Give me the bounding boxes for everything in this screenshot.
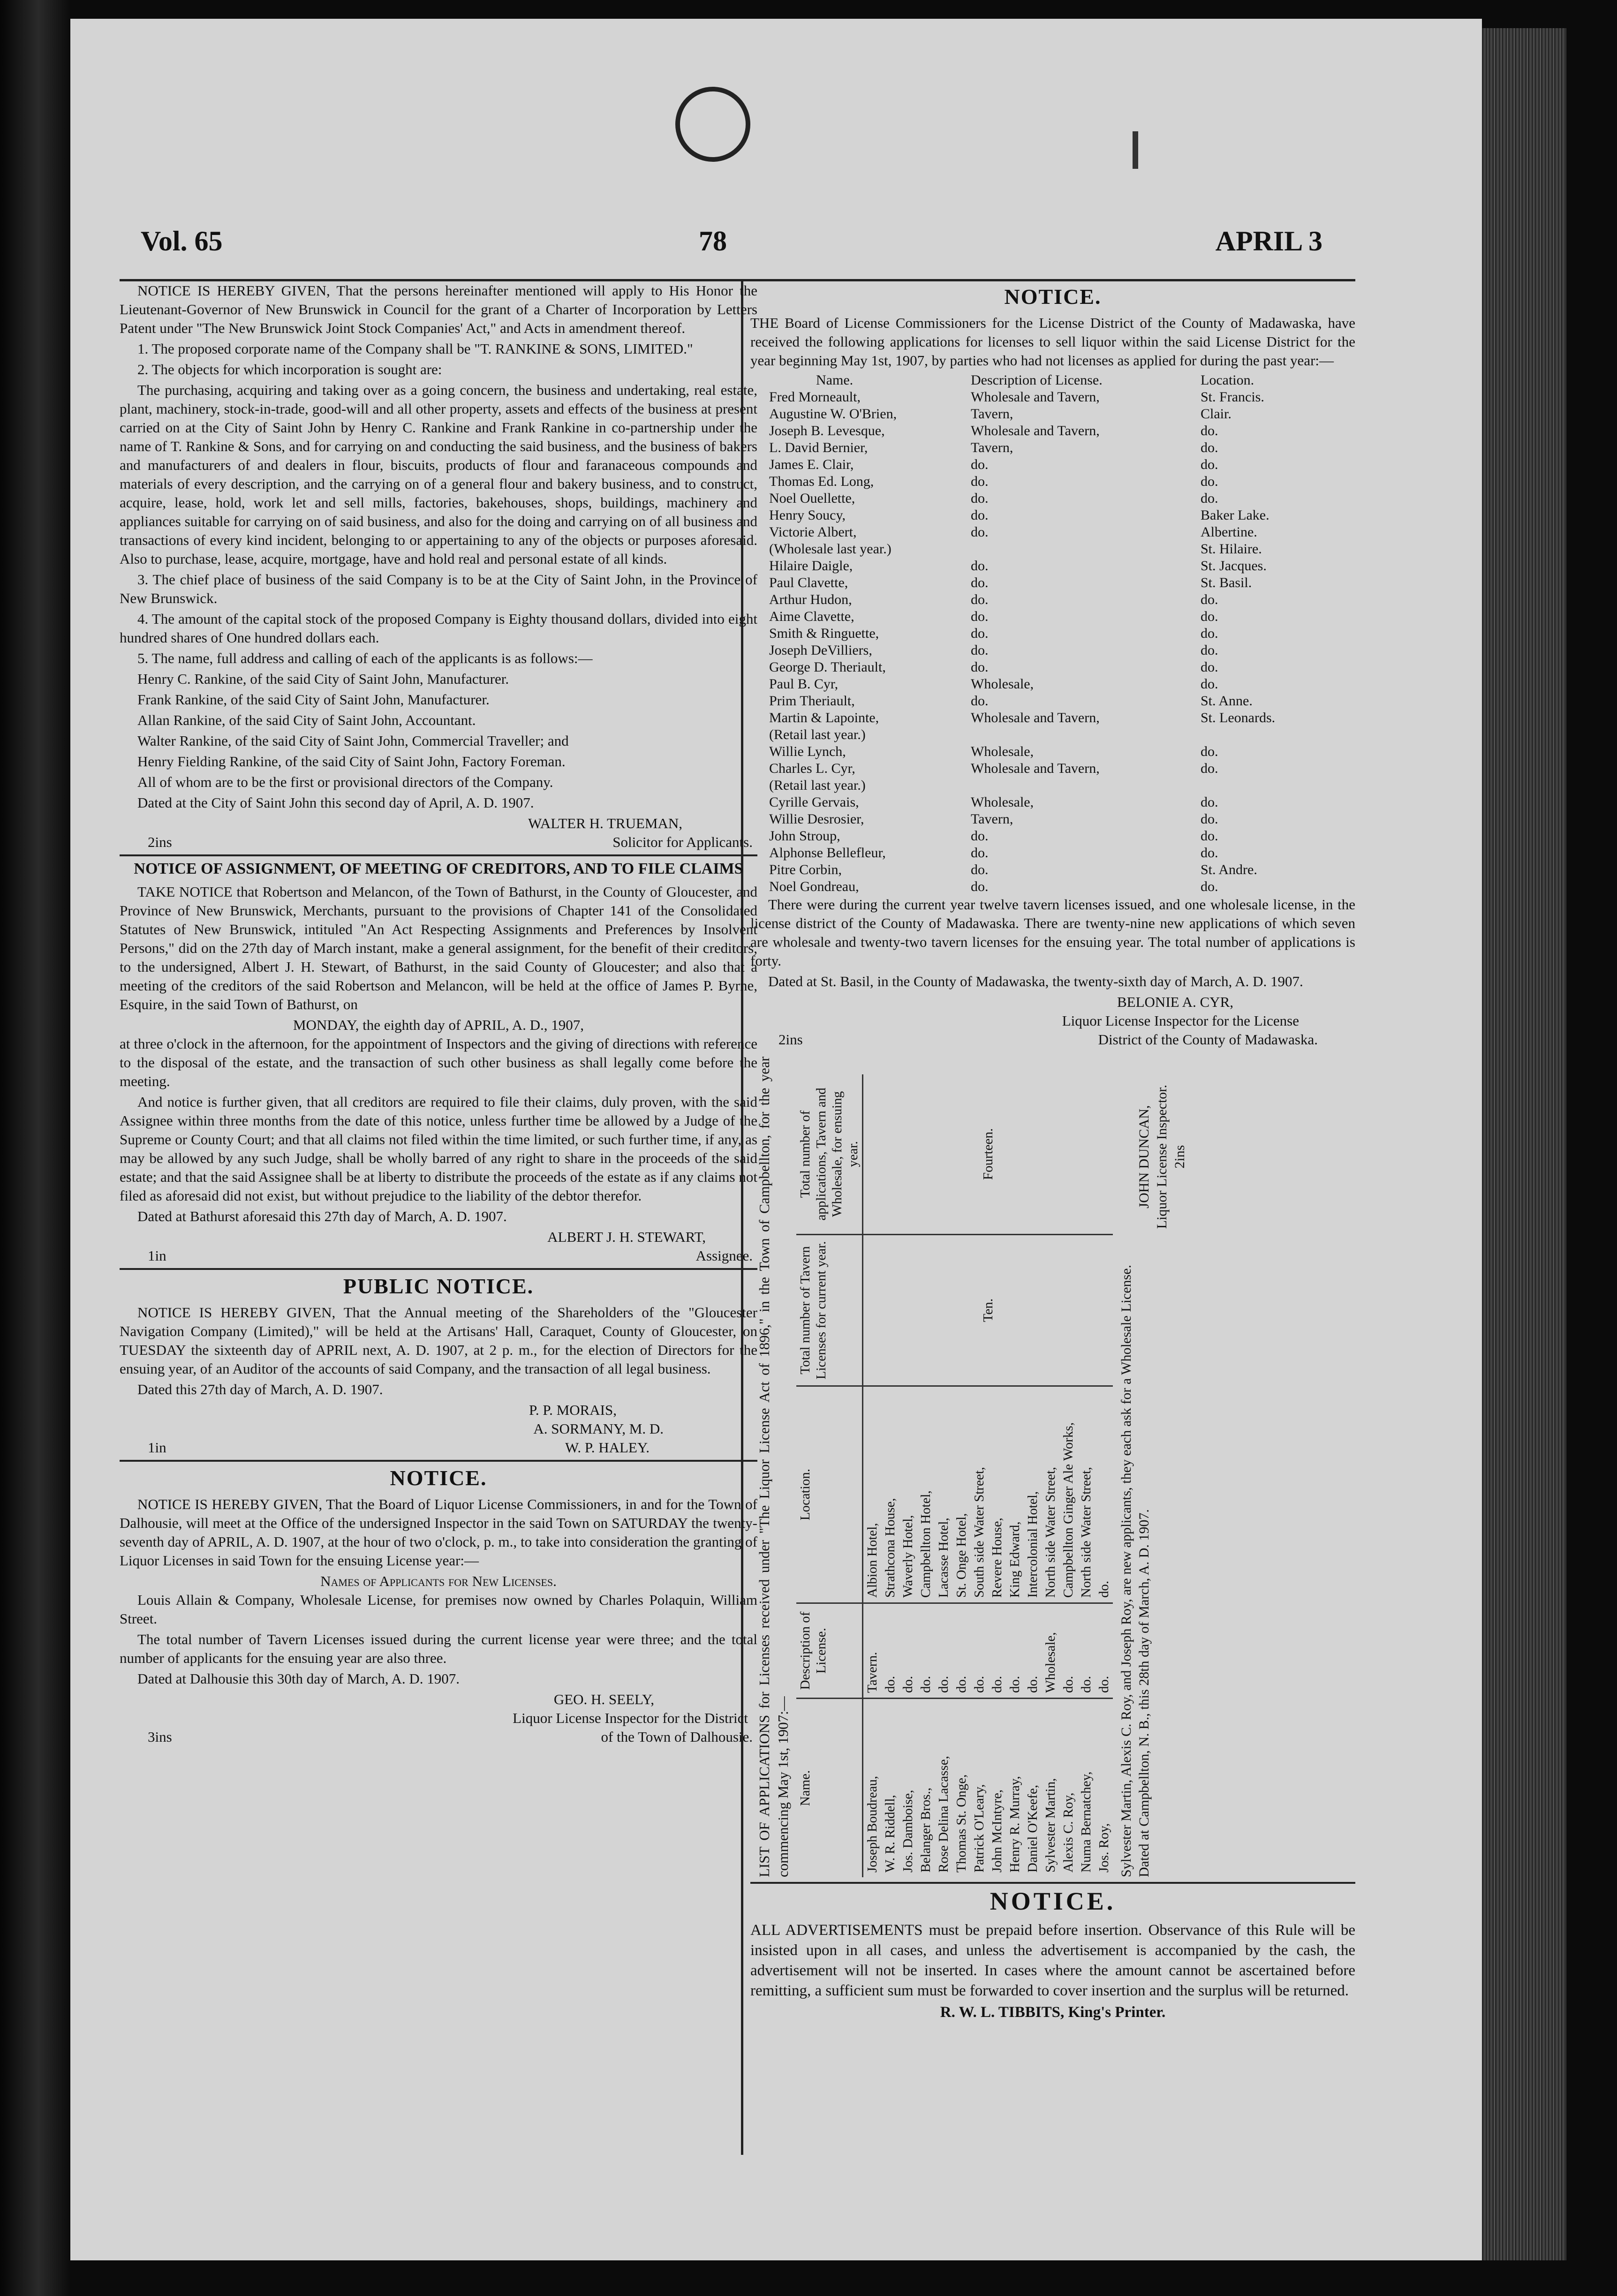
signer-title: Liquor License Inspector.: [1154, 1085, 1170, 1229]
section-rule: [120, 854, 757, 856]
license-location: do.: [1201, 828, 1218, 844]
license-location: do.: [1201, 676, 1218, 692]
license-description: do.: [971, 845, 989, 861]
license-description: do.: [971, 457, 989, 472]
applicant-name: Sylvester Martin,: [1043, 1778, 1058, 1873]
madawaska-dated: Dated at St. Basil, in the County of Madawaska, the twenty-sixth day of March, A. D. 1907.: [768, 973, 1303, 989]
license-description: do.: [899, 1603, 917, 1699]
license-location: do.: [1201, 794, 1218, 810]
campbellton-license-table: [796, 1074, 1113, 1877]
license-description: Wholesale and Tavern,: [971, 423, 1100, 438]
meeting-day: MONDAY, the eighth day of APRIL, A. D., 1907,: [293, 1017, 584, 1033]
license-description: Wholesale,: [1042, 1603, 1059, 1699]
license-description: do.: [1059, 1603, 1077, 1699]
incorporation-signer: WALTER H. TRUEMAN,: [528, 815, 682, 831]
license-location: do.: [1201, 845, 1218, 861]
ink-stroke-mark: [1133, 131, 1138, 169]
assignment-signature: [120, 1246, 757, 1265]
license-location: do.: [1201, 626, 1218, 641]
signer-title: Assignee.: [695, 1247, 753, 1264]
public-notice: [120, 1274, 757, 1457]
applicant-name: Henry Soucy,: [769, 507, 846, 523]
campbellton-title: LIST OF APPLICATIONS for Licenses received under "The Liquor License Act of 1896," in the Town of Campbellton, for the year commencing May 1st, 1907:—: [756, 1057, 791, 1877]
license-location: do.: [1201, 609, 1218, 624]
license-location: do.: [1201, 474, 1218, 489]
applicant-name: Thomas Ed. Long,: [769, 474, 874, 489]
facing-page-edge: [0, 0, 70, 2296]
license-description: [971, 541, 1191, 558]
column-header-current-total: Total number of Tavern Licenses for current year.: [796, 1235, 863, 1386]
right-column: [750, 279, 1355, 2022]
campbellton-signer-block: [1135, 1057, 1189, 1229]
column-header-description: Description of License.: [796, 1603, 863, 1699]
advertisements-text: ALL ADVERTISEMENTS must be prepaid before insertion. Observance of this Rule will be insisted upon in all cases, and unless the advertisement is accompanied by the cash, the advertisement will not be inserted. In cases where the amount cannot be ascertained before remitting, a sufficient sum must be forwarded to cover insertion and the surplus will be returned.: [750, 1922, 1355, 1999]
applicant-line: Henry Fielding Rankine, of the said City of Saint John, Factory Foreman.: [137, 753, 566, 770]
insertion-count: 2ins: [778, 1031, 803, 1048]
license-location: do.: [1201, 642, 1218, 658]
license-description: do.: [971, 592, 989, 607]
applicant-name: Numa Bernatchey,: [1079, 1771, 1094, 1873]
incorporation-item-1: 1. The proposed corporate name of the Company shall be "T. RANKINE & SONS, LIMITED.": [137, 340, 693, 357]
license-description: do.: [971, 575, 989, 590]
column-header-location: Location.: [1201, 372, 1254, 388]
incorporation-objects: The purchasing, acquiring and taking over as a going concern, the business and undertaking, real estate, plant, machinery, stock-in-trade, good-will and all other property, assets and effects of the business at present carried on at the City of Saint John by Henry C. Rankine and Frank Rankine in co-partnership under the name of T. Rankine & Sons, and for carrying on and conducting the said business, and the business of bakers and manufacturers of and dealers in flour, biscuits, products of flour and faranaceous compounds and materials of every description, and the carrying on of a general flour and bakery business, and to construct, acquire, lease, hold, work let and sell mills, factories, bakehouses, shops, buildings, machinery and appliances suitable for carrying on of said business, and also for the doing and carrying on of all business and transactions of every kind incident, belonging to or appertaining to any of the objects or purposes aforesaid. Also to purchase, lease, acquire, mortgage, have and hold real and personal estate of all kinds.: [120, 382, 757, 567]
campbellton-signer: JOHN DUNCAN,: [1136, 1105, 1152, 1208]
applicant-name: John McIntyre,: [990, 1789, 1005, 1873]
license-location: do.: [1201, 423, 1218, 438]
incorporation-dated: Dated at the City of Saint John this second day of April, A. D. 1907.: [137, 794, 534, 811]
license-location: [1191, 726, 1355, 743]
license-location: do.: [1201, 761, 1218, 776]
license-description: do.: [988, 1603, 1006, 1699]
license-location: St. Onge Hotel,: [952, 1386, 970, 1603]
applicant-name: James E. Clair,: [769, 457, 854, 472]
public-notice-signature: [120, 1438, 757, 1457]
license-description: Wholesale and Tavern,: [971, 761, 1100, 776]
insertion-count: 2ins: [1172, 1145, 1187, 1169]
table-row: [750, 642, 1355, 659]
table-row: [750, 473, 1355, 490]
license-location: South side Water Street,: [970, 1386, 988, 1603]
license-description: Wholesale,: [971, 744, 1034, 759]
license-description: [971, 726, 1191, 743]
current-total: Ten.: [863, 1235, 1113, 1386]
license-location: St. Francis.: [1201, 389, 1264, 405]
license-description: do.: [971, 524, 989, 540]
incorporation-signature: [120, 833, 757, 852]
dalhousie-notice: [120, 1465, 757, 1746]
table-row: [750, 878, 1355, 895]
section-rule: [120, 1460, 757, 1462]
advertisements-heading: NOTICE.: [990, 1887, 1116, 1915]
license-location: St. Hilaire.: [1201, 541, 1262, 557]
applicant-name: W. R. Riddell,: [883, 1795, 898, 1873]
section-rule: [120, 1268, 757, 1270]
column-header-location: Location.: [796, 1386, 863, 1603]
table-row: [750, 524, 1355, 541]
campbellton-footer: [1113, 1052, 1194, 1882]
applicant-line: Walter Rankine, of the said City of Saint John, Commercial Traveller; and: [137, 733, 569, 749]
kings-printer-signature: R. W. L. TIBBITS, King's Printer.: [940, 2004, 1166, 2021]
applicant-name: L. David Bernier,: [769, 440, 868, 455]
signer-title: of the Town of Dalhousie.: [601, 1729, 753, 1745]
license-location: Campbellton Hotel,: [917, 1386, 935, 1603]
applicant-name: Alphonse Bellefleur,: [769, 845, 886, 861]
license-description: do.: [971, 558, 989, 574]
incorporation-intro: NOTICE IS HEREBY GIVEN, That the persons hereinafter mentioned will apply to His Honor the Lieutenant-Governor of New Brunswick in Council for the grant of a Charter of Incorporation by Letters Patent under "The New Brunswick Joint Stock Companies' Act," and Acts in amendment thereof.: [120, 282, 757, 336]
table-row: [750, 676, 1355, 693]
license-description: do.: [1077, 1603, 1095, 1699]
license-location: Waverly Hotel,: [899, 1386, 917, 1603]
license-description: do.: [971, 879, 989, 894]
table-row: [750, 794, 1355, 811]
ensuing-total: Fourteen.: [863, 1074, 1113, 1235]
dalhousie-applicant: Louis Allain & Company, Wholesale License, for premises now owned by Charles Polaquin, William Street.: [120, 1592, 757, 1627]
incorporation-closing: All of whom are to be the first or provisional directors of the Company.: [137, 774, 553, 790]
license-description: do.: [1006, 1603, 1024, 1699]
license-description: do.: [917, 1603, 935, 1699]
dalhousie-dated: Dated at Dalhousie this 30th day of March, A. D. 1907.: [137, 1670, 460, 1687]
public-notice-signer: P. P. MORAIS,: [529, 1402, 617, 1418]
dalhousie-paragraph: NOTICE IS HEREBY GIVEN, That the Board of Liquor License Commissioners, in and for the Town of Dalhousie, will meet at the Office of the undersigned Inspector in the said Town on SATURDAY the twenty-seventh day of APRIL, A. D. 1907, at the hour of two o'clock, p. m., to take into consideration the granting of Liquor Licenses in said Town for the ensuing License year:—: [120, 1496, 757, 1569]
table-row: [750, 811, 1355, 828]
table-row: [750, 406, 1355, 423]
campbellton-table-body: [863, 1074, 1113, 1877]
page-number: 78: [699, 226, 727, 257]
license-location: Campbellton Ginger Ale Works,: [1059, 1386, 1077, 1603]
applicant-name: Jos. Roy,: [1096, 1823, 1111, 1873]
assignment-signer: ALBERT J. H. STEWART,: [547, 1229, 706, 1245]
license-description: do.: [971, 642, 989, 658]
applicant-name: Joseph B. Levesque,: [769, 423, 885, 438]
campbellton-signature: [1135, 1057, 1189, 1877]
applicant-name: Joseph DeVilliers,: [769, 642, 872, 658]
license-description: do.: [935, 1603, 952, 1699]
license-location: St. Andre.: [1201, 862, 1257, 877]
license-location: Revere House,: [988, 1386, 1006, 1603]
license-location: Baker Lake.: [1201, 507, 1269, 523]
license-description: do.: [971, 659, 989, 675]
license-location: King Edward,: [1006, 1386, 1024, 1603]
applicant-name: (Wholesale last year.): [769, 541, 892, 557]
license-description: do.: [952, 1603, 970, 1699]
applicant-name: Arthur Hudon,: [769, 592, 852, 607]
madawaska-signature: [750, 1030, 1355, 1049]
assignment-paragraph: And notice is further given, that all creditors are required to file their claims, duly proven, with the said Assignee within three months from the date of this notice, unless further time be allowed by a Judge of the Supreme or County Court; and that all claims not filed within the time limited, or such further time, if any, as may be allowed by any such Judge, shall be wholly barred of any right to share in the proceeds of the said estate; and that the said Assignee shall be at liberty to distribute the proceeds of the estate as if any claims not filed as aforesaid did not exist, but without prejudice to the liability of the debtor therefor.: [120, 1094, 757, 1204]
license-location: Intercolonial Hotel,: [1024, 1386, 1042, 1603]
license-location: Clair.: [1201, 406, 1232, 422]
madawaska-table-body: [750, 389, 1355, 895]
license-location: Strathcona House,: [881, 1386, 899, 1603]
applicant-name: Noel Gondreau,: [769, 879, 859, 894]
column-header-name: Name.: [796, 1699, 863, 1878]
table-row: [750, 439, 1355, 456]
table-row: [750, 456, 1355, 473]
signer-title: Liquor License Inspector for the License: [1062, 1012, 1299, 1029]
table-row: [750, 777, 1355, 794]
license-description: Wholesale and Tavern,: [971, 710, 1100, 725]
license-description: Tavern,: [971, 440, 1013, 455]
license-location: North side Water Street,: [1042, 1386, 1059, 1603]
applicant-name: Victorie Albert,: [769, 524, 857, 540]
applicant-name: Daniel O'Keefe,: [1025, 1784, 1040, 1873]
table-row: [750, 423, 1355, 439]
applicant-name: Rose Delina Lacasse,: [936, 1756, 951, 1873]
license-location: Lacasse Hotel,: [935, 1386, 952, 1603]
license-location: do.: [1201, 440, 1218, 455]
insertion-count: 1in: [148, 1439, 166, 1456]
license-description: do.: [971, 828, 989, 844]
applicant-name: John Stroup,: [769, 828, 840, 844]
applicant-name: Pitre Corbin,: [769, 862, 842, 877]
license-location: [1191, 777, 1355, 794]
advertisements-notice: [750, 1887, 1355, 2022]
applicant-name: Belanger Bros.,: [918, 1787, 933, 1873]
license-description: do.: [1095, 1603, 1113, 1699]
applicant-name: Jos. Damboise,: [900, 1790, 915, 1873]
license-description: [971, 777, 1191, 794]
table-row: [750, 743, 1355, 760]
table-row: [750, 591, 1355, 608]
madawaska-license-table: [750, 372, 1355, 895]
applicant-name: Martin & Lapointe,: [769, 710, 879, 725]
applicant-name: Thomas St. Onge,: [954, 1774, 969, 1873]
applicant-name: Noel Ouellette,: [769, 491, 855, 506]
table-row: [750, 760, 1355, 777]
public-notice-signer: A. SORMANY, M. D.: [533, 1420, 664, 1437]
license-location: do.: [1095, 1386, 1113, 1603]
dalhousie-paragraph: The total number of Tavern Licenses issued during the current license year were three; and the total number of applicants for the ensuing year are also three.: [120, 1631, 757, 1666]
table-row: [750, 574, 1355, 591]
signer-title: Liquor License Inspector for the District: [513, 1710, 748, 1726]
table-header-row: [750, 372, 1355, 389]
license-location: do.: [1201, 457, 1218, 472]
insertion-count: 3ins: [148, 1729, 172, 1745]
license-location: Albertine.: [1201, 524, 1257, 540]
applicant-name: Paul B. Cyr,: [769, 676, 839, 692]
applicant-line: Henry C. Rankine, of the said City of Saint John, Manufacturer.: [137, 671, 509, 687]
campbellton-notice: [750, 1052, 1355, 1884]
license-description: Wholesale and Tavern,: [971, 389, 1100, 405]
applicant-name: Prim Theriault,: [769, 693, 855, 709]
table-row: [750, 625, 1355, 642]
license-location: North side Water Street,: [1077, 1386, 1095, 1603]
assignment-dated: Dated at Bathurst aforesaid this 27th day of March, A. D. 1907.: [137, 1208, 507, 1224]
madawaska-heading: NOTICE.: [1004, 285, 1102, 309]
license-description: Wholesale,: [971, 676, 1034, 692]
column-header-description: Description of License.: [971, 372, 1103, 388]
table-row: [750, 861, 1355, 878]
incorporation-item-2: 2. The objects for which incorporation is sought are:: [137, 361, 442, 378]
table-row: [750, 726, 1355, 743]
rotated-campbellton-table-block: [750, 1052, 1355, 1882]
incorporation-item-4: 4. The amount of the capital stock of the proposed Company is Eighty thousand dollars, divided into eight hundred shares of One hundred dollars each.: [120, 611, 757, 646]
madawaska-notice: [750, 284, 1355, 1049]
applicant-name: Augustine W. O'Brien,: [769, 406, 897, 422]
license-location: do.: [1201, 811, 1218, 827]
assignment-notice: [120, 860, 757, 1265]
applicant-name: Charles L. Cyr,: [769, 761, 855, 776]
license-location: Albion Hotel,: [863, 1386, 882, 1603]
incorporation-notice: [120, 281, 757, 852]
table-row: [750, 828, 1355, 845]
applicant-name: George D. Theriault,: [769, 659, 886, 675]
applicant-name: Paul Clavette,: [769, 575, 848, 590]
table-row: [750, 693, 1355, 710]
dalhousie-signer: GEO. H. SEELY,: [553, 1691, 654, 1707]
madawaska-intro: THE Board of License Commissioners for the License District of the County of Madawaska, have received the following applications for licenses to sell liquor within the said License District for the year beginning May 1st, 1907, by parties who had not licenses as applied for during the past year:—: [750, 315, 1355, 369]
table-row: [750, 490, 1355, 507]
table-row: [750, 659, 1355, 676]
applicant-name: Smith & Ringuette,: [769, 626, 879, 641]
applicant-line: Frank Rankine, of the said City of Saint John, Manufacturer.: [137, 691, 490, 708]
incorporation-item-3: 3. The chief place of business of the said Company is to be at the City of Saint John, in the Province of New Brunswick.: [120, 571, 757, 606]
page-header: [141, 225, 1322, 272]
table-row: [863, 1074, 882, 1877]
license-description: Tavern,: [971, 406, 1013, 422]
assignment-heading: NOTICE OF ASSIGNMENT, OF MEETING OF CREDITORS, AND TO FILE CLAIMS: [134, 860, 743, 877]
license-description: do.: [971, 609, 989, 624]
applicant-name: Willie Desrosier,: [769, 811, 864, 827]
table-row: [750, 608, 1355, 625]
license-description: Tavern,: [971, 811, 1013, 827]
assignment-paragraph: TAKE NOTICE that Robertson and Melancon, of the Town of Bathurst, in the County of Gloucester, and Province of New Brunswick, Merchants, pursuant to the provisions of Chapter 141 of the Consolidated Statutes of New Brunswick, intituled "An Act Respecting Assignments and Preferences by Insolvent Persons," did on the 27th day of March instant, make a general assignment, for the benefit of their creditors, to the undersigned, Albert J. H. Stewart, of Bathurst, in the said County of Gloucester; and also that a meeting of the creditors of the said Robertson and Melancon, will be held at the office of James P. Byrne, Esquire, in the said Town of Bathurst, on: [120, 884, 757, 1012]
license-location: do.: [1201, 491, 1218, 506]
campbellton-note: Sylvester Martin, Alexis C. Roy, and Joseph Roy, are new applicants, they each ask for a Wholesale License.: [1118, 1264, 1134, 1877]
license-description: do.: [1024, 1603, 1042, 1699]
applicant-line: Allan Rankine, of the said City of Saint John, Accountant.: [137, 712, 476, 728]
campbellton-dated: Dated at Campbellton, N. B., this 28th day of March, A. D. 1907.: [1136, 1509, 1152, 1877]
ink-blot-mark: [675, 87, 750, 162]
table-header-row: [796, 1074, 863, 1877]
table-row: [750, 541, 1355, 558]
dalhousie-subheading: Names of Applicants for New Licenses.: [320, 1573, 557, 1589]
table-row: [750, 710, 1355, 726]
madawaska-signer: BELONIE A. CYR,: [1117, 994, 1233, 1010]
public-notice-dated: Dated this 27th day of March, A. D. 1907.: [137, 1381, 383, 1397]
license-description: do.: [971, 474, 989, 489]
license-description: do.: [970, 1603, 988, 1699]
applicant-name: Joseph Boudreau,: [865, 1775, 880, 1873]
license-location: St. Jacques.: [1201, 558, 1267, 574]
license-description: do.: [971, 862, 989, 877]
license-location: do.: [1201, 879, 1218, 894]
assignment-paragraph: at three o'clock in the afternoon, for the appointment of Inspectors and the giving of directions with reference to the disposal of the estate, and the transaction of such other business as shall legally come before the meeting.: [120, 1035, 757, 1089]
issue-date: APRIL 3: [1215, 226, 1322, 257]
table-row: [750, 389, 1355, 406]
license-location: St. Leonards.: [1201, 710, 1276, 725]
insertion-count: 2ins: [148, 834, 172, 850]
applicant-name: Willie Lynch,: [769, 744, 846, 759]
applicant-name: Hilaire Daigle,: [769, 558, 853, 574]
table-row: [750, 558, 1355, 574]
license-description: do.: [971, 507, 989, 523]
applicant-name: (Retail last year.): [769, 727, 866, 742]
license-location: do.: [1201, 659, 1218, 675]
signer-title: Solicitor for Applicants.: [612, 834, 753, 850]
license-description: Wholesale,: [971, 794, 1034, 810]
column-header-ensuing-total: Total number of applications, Tavern and Wholesale, for ensuing year.: [796, 1074, 863, 1235]
table-row: [750, 507, 1355, 524]
volume-label: Vol. 65: [141, 226, 223, 257]
column-header-name: Name.: [816, 372, 854, 388]
license-description: Tavern.: [863, 1603, 882, 1699]
madawaska-summary: There were during the current year twelve tavern licenses issued, and one wholesale license, in the license district of the County of Madawaska. There are twenty-nine new applications of which seven are wholesale and twenty-two tavern licenses for the ensuing year. The total number of applications is forty.: [750, 896, 1355, 969]
license-description: do.: [971, 693, 989, 709]
applicant-name: Fred Morneault,: [769, 389, 861, 405]
license-location: St. Basil.: [1201, 575, 1252, 590]
signer-title: District of the County of Madawaska.: [1098, 1031, 1318, 1048]
license-location: do.: [1201, 592, 1218, 607]
license-description: do.: [971, 491, 989, 506]
incorporation-item-5: 5. The name, full address and calling of each of the applicants is as follows:—: [137, 650, 593, 666]
dalhousie-heading: NOTICE.: [390, 1466, 487, 1490]
applicant-name: (Retail last year.): [769, 778, 866, 793]
license-description: do.: [881, 1603, 899, 1699]
book-page-edges: [1482, 28, 1566, 2260]
license-location: St. Anne.: [1201, 693, 1253, 709]
applicant-name: Aime Clavette,: [769, 609, 854, 624]
applicant-name: Alexis C. Roy,: [1061, 1792, 1076, 1873]
license-description: do.: [971, 626, 989, 641]
dalhousie-signature: [120, 1728, 757, 1746]
license-location: do.: [1201, 744, 1218, 759]
table-row: [750, 845, 1355, 861]
left-column: [120, 279, 757, 1746]
insertion-count: 1in: [148, 1247, 166, 1264]
applicant-name: Patrick O'Leary,: [972, 1784, 987, 1873]
public-notice-heading: PUBLIC NOTICE.: [343, 1274, 534, 1298]
applicant-name: Henry R. Murray,: [1007, 1776, 1022, 1873]
applicant-name: Cyrille Gervais,: [769, 794, 859, 810]
public-notice-paragraph: NOTICE IS HEREBY GIVEN, That the Annual meeting of the Shareholders of the "Gloucester Navigation Company (Limited)," will be held at the Artisans' Hall, Caraquet, County of Gloucester, on TUESDAY the sixteenth day of APRIL next, A. D. 1907, at 2 p. m., for the election of Directors for the ensuing year, of an Auditor of the accounts of said Company, and the transaction of all legal business.: [120, 1304, 757, 1377]
public-notice-signer: W. P. HALEY.: [565, 1439, 650, 1456]
